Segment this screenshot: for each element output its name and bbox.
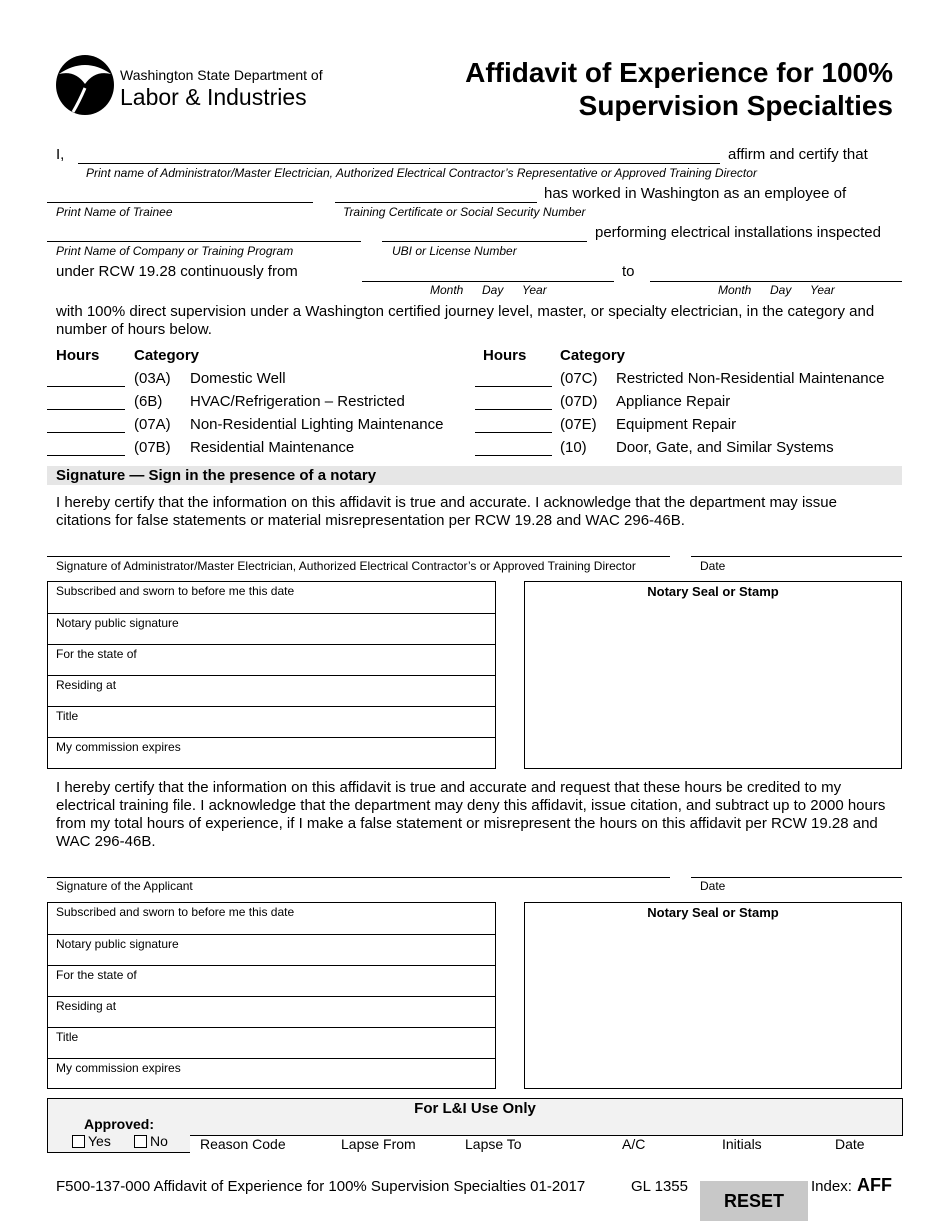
reason-code-label: Reason Code — [200, 1136, 286, 1152]
company-name-label: Print Name of Company or Training Program — [56, 244, 294, 258]
logo-text-line2: Labor & Industries — [120, 84, 307, 110]
to-text: to — [622, 263, 635, 280]
intro-i: I, — [56, 146, 65, 163]
category-code: (07A) — [134, 416, 171, 433]
hours-header-right: Hours — [483, 347, 527, 364]
certification-text-2: I hereby certify that the information on this affidavit is true and accurate and request that these hours be credited to my electrical training file. I acknowledge that the department may deny this affidavit, issue citation, and subtract up to 2000 hours from my total hours of experience, if I make a false statement or misrepresent the hours on this affidavit per RCW 19.28 and WAC 296-46B. — [56, 779, 886, 850]
approved-yes[interactable] — [72, 1133, 111, 1149]
trainee-name-field[interactable] — [47, 202, 313, 203]
from-year-label: Year — [522, 283, 547, 297]
index-value: AFF — [857, 1175, 892, 1195]
from-day-label: Day — [482, 283, 504, 297]
notary-stamp-title: Notary Seal or Stamp — [647, 584, 779, 599]
category-header-left: Category — [134, 347, 200, 364]
lapse-to-label: Lapse To — [465, 1136, 522, 1152]
trainee-name-label: Print Name of Trainee — [56, 205, 173, 219]
admin-name-field[interactable] — [78, 163, 720, 164]
notary-row-label: Subscribed and sworn to before me this date — [56, 584, 295, 598]
notary-row-label: Residing at — [56, 678, 117, 692]
lapse-from-label: Lapse From — [341, 1136, 416, 1152]
supervision-text: with 100% direct supervision under a Washington certified journey level, master, or specialty electrician, in the category and number of hours below. — [56, 303, 875, 338]
index-label: Index: — [811, 1178, 852, 1195]
ubi-number-field[interactable] — [382, 241, 587, 242]
notary-row-label: Subscribed and sworn to before me this date — [56, 905, 295, 919]
category-code: (07E) — [560, 416, 597, 433]
category-name: Equipment Repair — [616, 416, 737, 433]
notary-row-label: Title — [56, 1030, 79, 1044]
notary-row[interactable] — [48, 582, 495, 614]
admin-signature-field[interactable] — [47, 556, 670, 557]
category-name: Restricted Non-Residential Maintenance — [616, 370, 885, 387]
notary-row-label: Title — [56, 709, 79, 723]
from-date-field[interactable] — [362, 281, 614, 282]
office-use-fields-row — [190, 1135, 903, 1153]
notary-row-label: For the state of — [56, 647, 137, 661]
notary-block-2 — [47, 902, 496, 1089]
category-code: (07D) — [560, 393, 598, 410]
notary-row[interactable] — [48, 966, 495, 997]
form-title-line1: Affidavit of Experience for 100% — [465, 57, 893, 88]
category-code: (03A) — [134, 370, 171, 387]
applicant-date-label: Date — [700, 879, 726, 893]
from-month-label: Month — [430, 283, 464, 297]
form-id: F500-137-000 Affidavit of Experience for 100% Supervision Specialties 01-2017 — [56, 1178, 586, 1195]
form-title — [465, 56, 893, 122]
notary-row-label: Notary public signature — [56, 937, 179, 951]
logo-text-line1: Washington State Department of — [120, 67, 323, 83]
notary-row[interactable] — [48, 676, 495, 707]
approved-label: Approved: — [84, 1116, 154, 1132]
to-date-field[interactable] — [650, 281, 902, 282]
admin-signature-label: Signature of Administrator/Master Electrician, Authorized Electrical Contractor’s or Approved Training Director — [56, 559, 636, 573]
category-code: (6B) — [134, 393, 163, 410]
hours-field-10[interactable] — [475, 455, 552, 456]
applicant-date-field[interactable] — [691, 877, 902, 878]
category-name: Non-Residential Lighting Maintenance — [190, 416, 444, 433]
hours-field-07b[interactable] — [47, 455, 125, 456]
approved-no[interactable] — [134, 1133, 168, 1149]
admin-name-label: Print name of Administrator/Master Electrician, Authorized Electrical Contractor’s Representative or Approved Training Director — [86, 166, 757, 180]
category-name: HVAC/Refrigeration – Restricted — [190, 393, 405, 410]
certification-text-1: I hereby certify that the information on this affidavit is true and accurate. I acknowledge that the department may issue citations for false statements or material misrepresentation per RCW 19.28 and WAC 296-46B. — [56, 494, 837, 529]
performing-text: performing electrical installations inspected — [595, 224, 881, 241]
notary-row[interactable] — [48, 997, 495, 1028]
cert-number-label: Training Certificate or Social Security Number — [343, 205, 586, 219]
notary-row[interactable] — [48, 903, 495, 935]
cert-number-field[interactable] — [335, 202, 537, 203]
notary-stamp-box-1 — [524, 581, 902, 769]
notary-stamp-box-2 — [524, 902, 902, 1089]
gl-number: GL 1355 — [631, 1178, 688, 1195]
hours-field-07e[interactable] — [475, 432, 552, 433]
reset-button[interactable]: RESET — [700, 1181, 808, 1221]
hours-header-left: Hours — [56, 347, 100, 364]
under-rcw-text: under RCW 19.28 continuously from — [56, 263, 298, 280]
hours-field-07c[interactable] — [475, 386, 552, 387]
admin-date-label: Date — [700, 559, 726, 573]
to-day-label: Day — [770, 283, 792, 297]
yes-label: Yes — [88, 1133, 111, 1149]
category-code: (07C) — [560, 370, 598, 387]
notary-row[interactable] — [48, 1028, 495, 1059]
notary-row[interactable] — [48, 738, 495, 768]
notary-row[interactable] — [48, 614, 495, 645]
notary-stamp-title: Notary Seal or Stamp — [647, 905, 779, 920]
category-name: Domestic Well — [190, 370, 286, 387]
office-use-title: For L&I Use Only — [414, 1100, 536, 1117]
notary-block-1 — [47, 581, 496, 769]
notary-row-label: Residing at — [56, 999, 117, 1013]
notary-row[interactable] — [48, 935, 495, 966]
office-use-box — [47, 1098, 903, 1153]
affirm-text: affirm and certify that — [728, 146, 868, 163]
applicant-signature-label: Signature of the Applicant — [56, 879, 193, 893]
initials-label: Initials — [722, 1136, 762, 1152]
hours-field-03a[interactable] — [47, 386, 125, 387]
lni-logo-icon — [55, 54, 115, 116]
to-year-label: Year — [810, 283, 835, 297]
hours-field-07a[interactable] — [47, 432, 125, 433]
company-name-field[interactable] — [47, 241, 361, 242]
category-header-right: Category — [560, 347, 626, 364]
to-month-label: Month — [718, 283, 752, 297]
yes-checkbox[interactable] — [72, 1135, 85, 1148]
category-name: Door, Gate, and Similar Systems — [616, 439, 834, 456]
applicant-signature-field[interactable] — [47, 877, 670, 878]
ac-label: A/C — [622, 1136, 646, 1152]
notary-row[interactable] — [48, 1059, 495, 1088]
no-label: No — [150, 1133, 168, 1149]
category-name: Appliance Repair — [616, 393, 731, 410]
category-code: (10) — [560, 439, 587, 456]
notary-row[interactable] — [48, 707, 495, 738]
notary-row[interactable] — [48, 645, 495, 676]
notary-row-label: Notary public signature — [56, 616, 179, 630]
notary-row-label: My commission expires — [56, 1061, 181, 1075]
notary-row-label: My commission expires — [56, 740, 181, 754]
category-name: Residential Maintenance — [190, 439, 355, 456]
office-date-label: Date — [835, 1136, 865, 1152]
signature-section-title: Signature — Sign in the presence of a notary — [56, 467, 377, 484]
worked-text: has worked in Washington as an employee of — [544, 185, 847, 202]
ubi-number-label: UBI or License Number — [392, 244, 517, 258]
hours-field-07d[interactable] — [475, 409, 552, 410]
category-code: (07B) — [134, 439, 171, 456]
hours-field-6b[interactable] — [47, 409, 125, 410]
admin-date-field[interactable] — [691, 556, 902, 557]
form-title-line2: Supervision Specialties — [578, 90, 893, 121]
no-checkbox[interactable] — [134, 1135, 147, 1148]
notary-row-label: For the state of — [56, 968, 137, 982]
